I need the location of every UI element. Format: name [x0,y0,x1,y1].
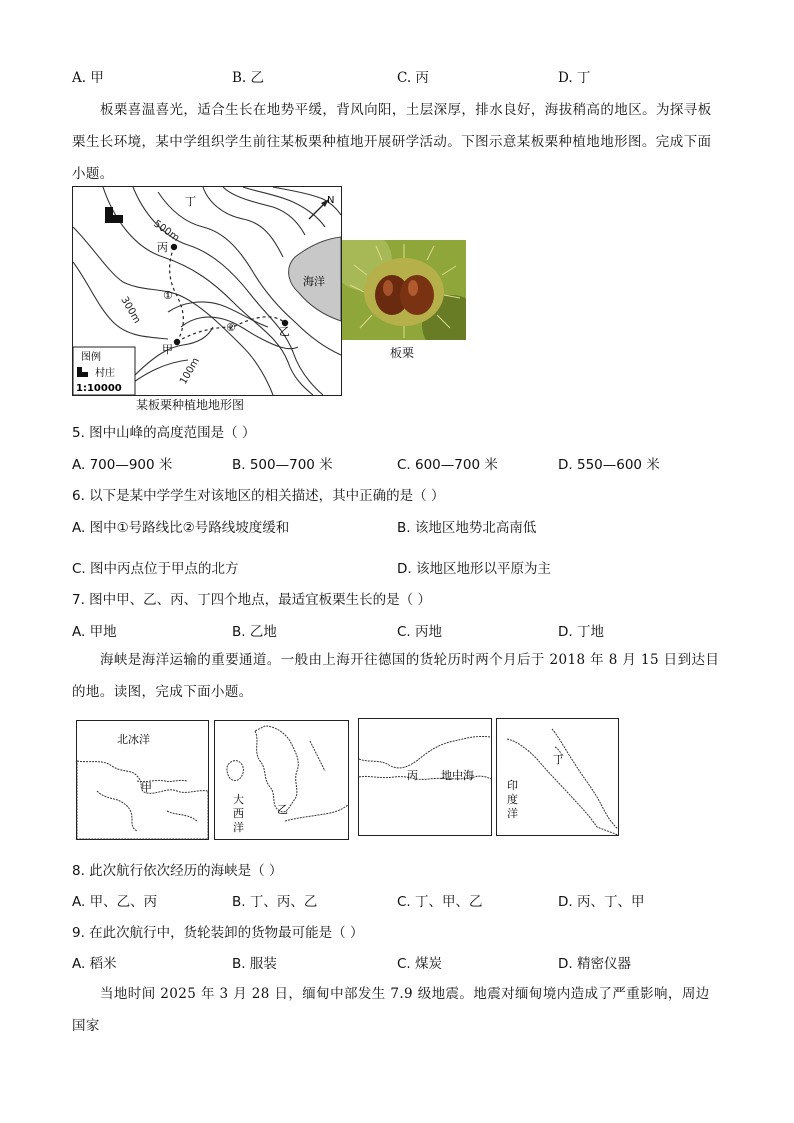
q8-option-d: D. 丙、丁、甲 [558,894,645,910]
q4-option-d: D. 丁 [558,70,591,86]
arctic-ocean-label: 北冰洋 [117,733,150,746]
strait-map-3 [358,718,492,836]
q8-stem: 8. 此次航行依次经历的海峡是（ ） [72,863,283,879]
map-scale: 1:10000 [76,383,122,394]
route-2-label: ② [226,321,236,334]
strait-ding-label: 丁 [553,753,564,766]
q5-stem: 5. 图中山峰的高度范围是（ ） [72,425,256,441]
q9-stem: 9. 在此次航行中，货轮装卸的货物最可能是（ ） [72,925,364,941]
point-jia-label: 甲 [162,343,173,356]
q5-option-b: B. 500—700 米 [232,457,333,473]
strait-map-2 [214,720,349,840]
q4-option-a: A. 甲 [72,70,104,86]
chestnut-photo [342,240,466,340]
point-bing-label: 丙 [157,241,168,254]
north-label: N [327,195,335,206]
route-1-label: ① [163,289,173,302]
atlantic-label-3: 洋 [233,821,244,834]
q7-option-a: A. 甲地 [72,624,117,640]
photo-caption: 板栗 [390,346,415,360]
q9-option-c: C. 煤炭 [397,956,443,972]
strait-jia-label: 甲 [141,781,152,794]
point-ding-label: 丁 [185,195,196,208]
topographic-map [72,186,342,396]
q7-option-c: C. 丙地 [397,624,443,640]
sea-label: 海洋 [303,275,325,288]
q7-option-b: B. 乙地 [232,624,277,640]
q8-option-b: B. 丁、丙、乙 [232,894,318,910]
q6-option-d: D. 该地区地形以平原为主 [397,561,551,577]
contour-100m-label: 100m [178,356,203,387]
passage-earthquake: 当地时间 2025 年 3 月 28 日，缅甸中部发生 7.9 级地震。地震对缅甸境内造成了严重影响，周边国家 [72,986,710,1034]
map-caption: 某板栗种植地地形图 [136,398,245,412]
q8-option-a: A. 甲、乙、丙 [72,894,158,910]
atlantic-label-1: 大 [233,793,244,806]
village-icon [105,207,123,223]
q5-option-d: D. 550—600 米 [558,457,660,473]
contour-500m-label: 500m [151,218,182,244]
q6-option-a: A. 图中①号路线比②号路线坡度缓和 [72,520,290,536]
q5-option-a: A. 700—900 米 [72,457,173,473]
atlantic-label-2: 西 [233,807,244,820]
indian-ocean-label-2: 度 [507,793,518,806]
q7-option-d: D. 丁地 [558,624,604,640]
strait-bing-label: 丙 [407,769,418,782]
legend-title: 图例 [81,352,101,363]
legend-village-label: 村庄 [95,368,115,379]
q7-stem: 7. 图中甲、乙、丙、丁四个地点，最适宜板栗生长的是（ ） [72,592,431,608]
q8-option-c: C. 丁、甲、乙 [397,894,483,910]
contour-300m-label: 300m [118,295,143,326]
passage-chestnut: 板栗喜温喜光，适合生长在地势平缓，背风向阳，土层深厚，排水良好，海拔稍高的地区。为探寻板栗生长环境，某中学组织学生前往某板栗种植地开展研学活动。下图示意某板栗种植地地形图。完成下面小题。 [72,102,712,182]
q6-stem: 6. 以下是某中学学生对该地区的相关描述，其中正确的是（ ） [72,488,445,504]
q9-option-a: A. 稻米 [72,956,117,972]
q9-option-b: B. 服装 [232,956,277,972]
strait-map-1 [76,720,209,840]
q5-option-c: C. 600—700 米 [397,457,498,473]
strait-map-4 [496,718,619,836]
indian-ocean-label-1: 印 [507,779,518,792]
q4-option-c: C. 丙 [397,70,429,86]
mediterranean-label: 地中海 [441,769,474,782]
q4-option-b: B. 乙 [232,70,265,86]
q9-option-d: D. 精密仪器 [558,956,631,972]
indian-ocean-label-3: 洋 [507,807,518,820]
point-yi-label: 乙 [279,325,290,338]
q6-option-c: C. 图中丙点位于甲点的北方 [72,561,239,577]
q6-option-b: B. 该地区地势北高南低 [397,520,537,536]
strait-yi-label: 乙 [277,803,288,816]
passage-straits: 海峡是海洋运输的重要通道。一般由上海开往德国的货轮历时两个月后于 2018 年 8 月 15 日到达目的地。读图，完成下面小题。 [72,652,720,700]
